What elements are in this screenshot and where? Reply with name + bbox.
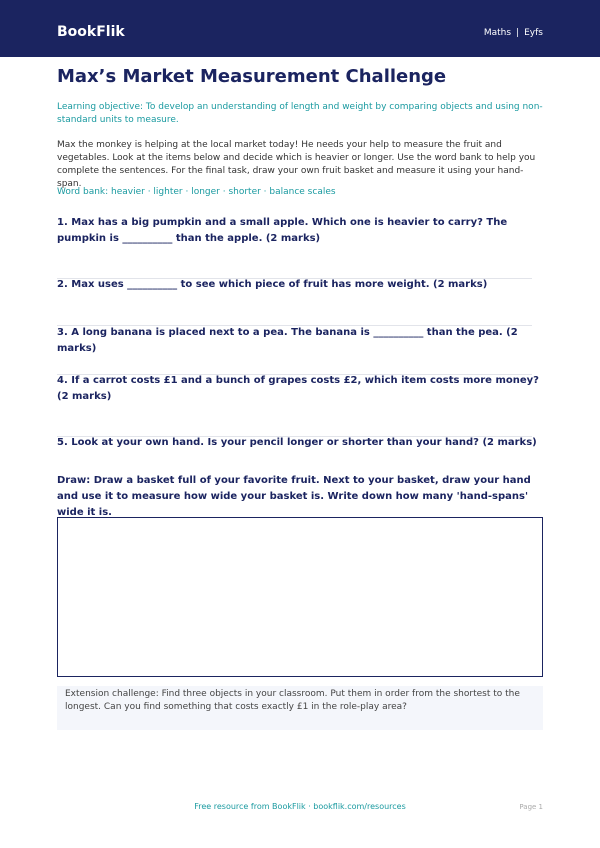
extension-challenge: Extension challenge: Find three objects in your classroom. Put them in order from the shortest to the longest. Can you find something that costs exactly £1 in the role-play area? — [57, 686, 543, 730]
tag-eyfs: Eyfs — [524, 28, 543, 38]
draw-task: Draw: Draw a basket full of your favorite fruit. Next to your basket, draw your hand and use it to measure how wide your basket is. Write down how many 'hand-spans' wide it is. — [57, 475, 531, 518]
intro-text: Max the monkey is helping at the local market today! He needs your help to measure the fruit and vegetables. Look at the items below and decide which is heavier or longer. Use the word bank to help you complete the sentences. For the final task, draw your own fruit basket and measure it using your hand-span. — [57, 140, 536, 189]
tag-maths: Maths — [483, 28, 512, 38]
footer-resource-link[interactable]: Free resource from BookFlik · bookflik.com/resources — [194, 802, 406, 811]
learning-objective: Learning objective: To develop an understanding of length and weight by comparing objects and using non-standard units to measure. — [57, 102, 543, 125]
worksheet-title: Max’s Market Measurement Challenge — [57, 66, 447, 87]
question-1: 1. Max has a big pumpkin and a small apple. Which one is heavier to carry? The pumpkin is __________ than the apple. (2 marks) — [57, 217, 508, 244]
question-3: 3. A long banana is placed next to a pea. The banana is __________ than the pea. (2 marks) — [57, 327, 518, 354]
question-2: 2. Max uses __________ to see which piece of fruit has more weight. (2 marks) — [57, 279, 488, 290]
subject-tags — [484, 28, 543, 38]
page-number: Page 1 — [519, 803, 543, 811]
brand-logo: BookFlik — [57, 24, 125, 40]
word-bank: Word bank: heavier · lighter · longer · shorter · balance scales — [57, 187, 336, 197]
question-4: 4. If a carrot costs £1 and a bunch of grapes costs £2, which item costs more money? (2 marks) — [57, 375, 539, 402]
question-5: 5. Look at your own hand. Is your pencil longer or shorter than your hand? (2 marks) — [57, 437, 537, 448]
header-bar — [0, 0, 600, 57]
tag-separator: | — [516, 28, 520, 38]
drawing-area[interactable] — [57, 517, 543, 677]
